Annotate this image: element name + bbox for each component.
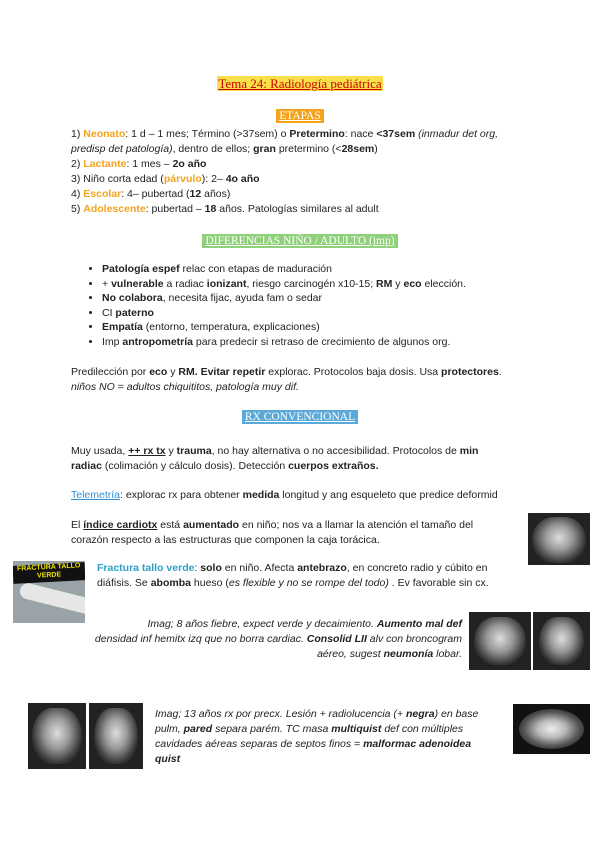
section-header-etapas: ETAPAS: [0, 110, 600, 122]
list-item: • No colabora, necesita fijac, ayuda fam o sedar: [102, 291, 466, 306]
section-header-diferencias: DIFERENCIAS NIÑO / ADULTO (imp): [0, 235, 600, 247]
malformation-xray-lateral: [89, 703, 143, 769]
caption-malformation: Imag; 13 años rx por precx. Lesión + radiolucencia (+ negra) en base pulm, pared separa parém. TC masa multiquist def con múltiples cavidades aéreas separas de septos finos = malformac adenoidea quist: [155, 708, 479, 765]
page-title: Tema 24: Radiología pediátrica: [218, 76, 382, 91]
etapas-list: [71, 127, 498, 217]
list-item: • CI paterno: [102, 306, 466, 321]
list-item: 5) Adolescente: pubertad – 18 años. Patologías similares al adult: [71, 203, 379, 215]
paragraph-telemetria: Telemetría: explorac rx para obtener medida longitud y ang esqueleto que predice deformid: [71, 489, 498, 501]
list-item: • + vulnerable a radiac ionizant, riesgo carcinogén x10-15; RM y eco elección.: [102, 277, 466, 292]
pneumonia-xray-lateral: [533, 612, 590, 670]
greenstick-fracture-image: FRACTURA TALLO VERDE: [13, 561, 85, 623]
section-header-rx: RX CONVENCIONAL: [0, 411, 600, 423]
pneumonia-xray-frontal: [469, 612, 531, 670]
list-item: • Patología espef relac con etapas de maduración: [102, 262, 466, 277]
paragraph-prediccion: Predilección por eco y RM. Evitar repetir explorac. Protocolos baja dosis. Usa protectores. niños NO = adultos chiquititos, patología muy dif.: [71, 366, 502, 393]
paragraph-rx-usada: Muy usada, ++ rx tx y trauma, no hay alternativa o no accesibilidad. Protocolos de min radiac (colimación y cálculo dosis). Detección cuerpos extraños.: [71, 445, 479, 472]
list-item: 4) Escolar: 4– pubertad (12 años): [71, 188, 231, 200]
diferencias-list: [84, 262, 466, 349]
list-item: 1) Neonato: 1 d – 1 mes; Término (>37sem) o Pretermino: nace <37sem (inmadur det org,: [71, 128, 499, 140]
ct-scan-image: [513, 704, 590, 754]
list-item: predisp det patología), dentro de ellos; gran pretermino (<28sem): [71, 143, 378, 155]
list-item: • Imp antropometría para predecir si retraso de crecimiento de algunos org.: [102, 335, 466, 350]
caption-pneumonia: Imag; 8 años fiebre, expect verde y decaimiento. Aumento mal def densidad inf hemitx izq que no borra cardiac. Consolid LII alv con broncogram aéreo, sugest neumonía lobar.: [94, 618, 462, 660]
chest-xray-image: [528, 513, 590, 565]
list-item: 3) Niño corta edad (párvulo): 2– 4o año: [71, 173, 260, 185]
paragraph-fractura: Fractura tallo verde: solo en niño. Afecta antebrazo, en concreto radio y cúbito en diáfisis. Se abomba hueso (es flexible y no se rompe del todo) . Ev favorable sin cx.: [97, 562, 489, 589]
malformation-xray-frontal: [28, 703, 86, 769]
list-item: 2) Lactante: 1 mes – 2o año: [71, 158, 207, 170]
paragraph-indice-cardiotx: El índice cardiotx está aumentado en niño; nos va a llamar la atención el tamaño del corazón respecto a las estructuras que componen la caja torácica.: [71, 519, 474, 546]
list-item: • Empatía (entorno, temperatura, explicaciones): [102, 320, 466, 335]
